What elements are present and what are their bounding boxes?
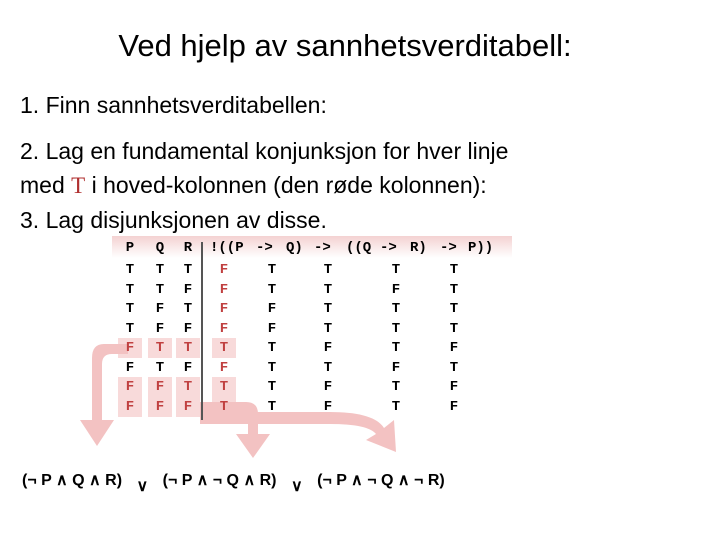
table-cell: F: [125, 359, 135, 376]
table-cell: T: [391, 340, 401, 356]
header-main: !((P: [210, 240, 244, 256]
table-cell: T: [212, 397, 236, 417]
table-cell: F: [391, 281, 401, 298]
step-2-prefix: med: [20, 172, 72, 198]
table-cell: T: [183, 262, 193, 278]
table-cell: F: [219, 262, 229, 278]
table-cell: T: [391, 398, 401, 415]
table-cell: T: [267, 359, 277, 376]
header-r: R: [183, 240, 193, 256]
table-cell: T: [449, 359, 459, 376]
table-cell: T: [183, 301, 193, 317]
table-cell: T: [155, 359, 165, 376]
table-cell: F: [219, 320, 229, 337]
table-cell: F: [155, 320, 165, 337]
table-cell: F: [323, 379, 333, 395]
or-symbol-1: ∨: [136, 478, 149, 495]
table-cell: F: [449, 398, 459, 415]
conjunction-3: (¬ P ∧ ¬ Q ∧ ¬ R): [317, 472, 445, 489]
table-cell: F: [219, 359, 229, 376]
header-op-2: ->: [314, 240, 331, 256]
header-op-4: ->: [440, 240, 457, 256]
right-arrow: [200, 412, 396, 452]
header-q3: ((Q: [346, 240, 372, 256]
table-cell: T: [176, 338, 200, 358]
table-cell: F: [391, 359, 401, 376]
header-p: P: [125, 240, 135, 256]
column-separator: [201, 242, 203, 420]
table-cell: T: [125, 320, 135, 337]
table-cell: T: [125, 262, 135, 278]
table-cell: T: [125, 301, 135, 317]
table-cell: F: [323, 340, 333, 356]
table-cell: F: [118, 397, 142, 417]
table-cell: T: [323, 262, 333, 278]
table-cell: T: [267, 379, 277, 395]
table-cell: F: [183, 359, 193, 376]
table-cell: T: [391, 262, 401, 278]
table-cell: F: [267, 320, 277, 337]
table-cell: T: [449, 301, 459, 317]
table-cell: T: [323, 301, 333, 317]
table-cell: F: [148, 397, 172, 417]
table-cell: T: [449, 320, 459, 337]
step-3: 3. Lag disjunksjonen av disse.: [20, 207, 327, 233]
table-cell: T: [391, 301, 401, 317]
header-op-1: ->: [256, 240, 273, 256]
step-1: 1. Finn sannhetsverditabellen:: [20, 92, 327, 118]
table-cell: T: [449, 281, 459, 298]
table-cell: T: [176, 377, 200, 397]
table-cell: T: [155, 281, 165, 298]
table-cell: T: [212, 338, 236, 358]
table-cell: F: [118, 377, 142, 397]
table-cell: T: [155, 262, 165, 278]
table-cell: T: [323, 359, 333, 376]
table-cell: T: [212, 377, 236, 397]
step-2-line-1: 2. Lag en fundamental konjunksjon for hver linje: [20, 138, 509, 164]
table-cell: T: [449, 262, 459, 278]
table-cell: F: [449, 340, 459, 356]
header-q2: Q): [286, 240, 303, 256]
table-cell: F: [155, 301, 165, 317]
table-cell: T: [391, 320, 401, 337]
table-cell: T: [323, 320, 333, 337]
table-cell: F: [449, 379, 459, 395]
table-cell: F: [219, 281, 229, 298]
table-cell: F: [176, 397, 200, 417]
or-symbol-2: ∨: [290, 478, 303, 495]
table-cell: T: [323, 281, 333, 298]
table-cell: T: [391, 379, 401, 395]
true-symbol: T: [71, 173, 86, 198]
table-cell: T: [267, 281, 277, 298]
table-cell: T: [125, 281, 135, 298]
header-op-3: ->: [380, 240, 397, 256]
table-cell: F: [267, 301, 277, 317]
header-r2: R): [410, 240, 427, 256]
header-q: Q: [155, 240, 165, 256]
table-cell: T: [267, 398, 277, 415]
conjunction-2: (¬ P ∧ ¬ Q ∧ R): [162, 472, 277, 489]
table-cell: F: [219, 301, 229, 317]
step-2-suffix: i hoved-kolonnen (den røde kolonnen):: [85, 172, 487, 198]
header-p2: P)): [468, 240, 494, 256]
table-cell: T: [267, 262, 277, 278]
table-cell: F: [183, 281, 193, 298]
conjunction-1: (¬ P ∧ Q ∧ R): [22, 472, 123, 489]
slide-title: Ved hjelp av sannhetsverditabell:: [118, 28, 572, 63]
table-cell: F: [118, 338, 142, 358]
table-cell: F: [323, 398, 333, 415]
table-cell: T: [267, 340, 277, 356]
table-cell: F: [183, 320, 193, 337]
table-cell: F: [148, 377, 172, 397]
dnf-formula: [22, 470, 445, 495]
table-cell: T: [148, 338, 172, 358]
